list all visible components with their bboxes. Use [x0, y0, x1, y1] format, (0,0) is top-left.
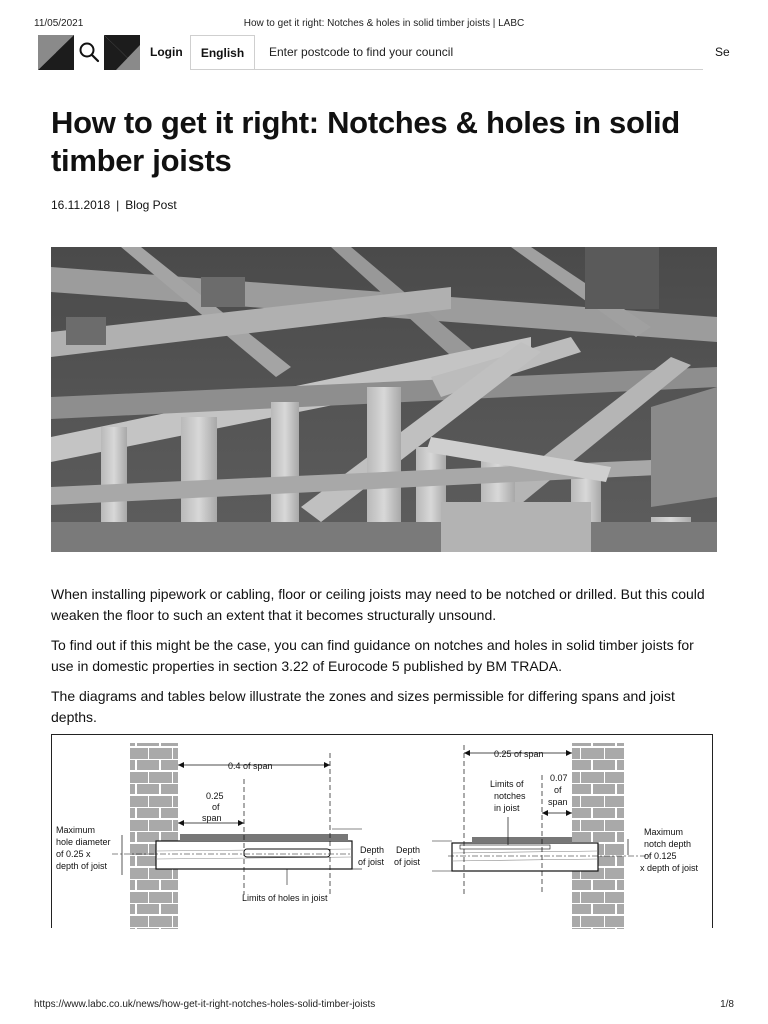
- print-footer: [0, 994, 768, 1024]
- label-depth-1a: Depth: [360, 845, 385, 855]
- label-max-notch-4: x depth of joist: [640, 863, 699, 873]
- timber-frame-illustration: [51, 247, 717, 552]
- article-date: 16.11.2018: [51, 198, 111, 212]
- article-category[interactable]: Blog Post: [125, 198, 177, 212]
- left-floorboard: [180, 834, 348, 841]
- login-link[interactable]: Login: [150, 45, 183, 59]
- label-depth-2a: Depth: [396, 845, 421, 855]
- label-max-hole-3: of 0.25 x: [56, 849, 91, 859]
- label-007-a: 0.07: [550, 773, 568, 783]
- right-wall: [572, 743, 624, 929]
- notch-zone: [460, 845, 550, 849]
- paragraph-1: When installing pipework or cabling, floor or ceiling joists may need to be notched or drilled. But this could weaken the floor to such an extent that it becomes structurally unsound.: [51, 586, 705, 623]
- meta-separator: |: [116, 198, 120, 212]
- print-title: How to get it right: Notches & holes in solid timber joists | LABC: [243, 18, 525, 29]
- language-button[interactable]: [190, 35, 255, 70]
- site-header: [38, 35, 768, 70]
- label-max-notch-3: of 0.125: [644, 851, 677, 861]
- label-025-span-top: 0.25 of span: [494, 749, 544, 759]
- label-025-c: span: [202, 813, 222, 823]
- postcode-input[interactable]: [255, 35, 703, 70]
- print-url: https://www.labc.co.uk/news/how-get-it-right-notches-holes-solid-timber-joists: [34, 999, 376, 1010]
- label-depth-1b: of joist: [358, 857, 385, 867]
- paragraph-3: The diagrams and tables below illustrate the zones and sizes permissible for differing spans and joist depths.: [51, 688, 675, 725]
- label-max-notch-2: notch depth: [644, 839, 692, 849]
- hole-zone: [244, 849, 330, 857]
- search-icon[interactable]: [78, 41, 100, 63]
- page-title: How to get it right: Notches & holes in solid timber joists: [51, 105, 680, 178]
- label-limits-notches-3: in joist: [494, 803, 520, 813]
- label-limits-notches-2: notches: [494, 791, 526, 801]
- label-04-span: 0.4 of span: [228, 761, 273, 771]
- label-limits-holes: Limits of holes in joist: [242, 893, 328, 903]
- label-025-b: of: [212, 802, 220, 812]
- article-meta: [51, 198, 177, 212]
- hero-image-timber-frame: [51, 247, 717, 552]
- label-max-notch-1: Maximum: [644, 827, 684, 837]
- print-page-number: 1/8: [720, 999, 734, 1010]
- left-wall: [130, 743, 178, 929]
- print-header: [0, 0, 768, 40]
- label-depth-2b: of joist: [394, 857, 421, 867]
- label-007-b: of: [554, 785, 562, 795]
- joist-diagram: [52, 735, 714, 929]
- label-025-a: 0.25: [206, 791, 224, 801]
- label-007-c: span: [548, 797, 568, 807]
- article-body: [51, 584, 715, 737]
- notches-holes-diagram: [51, 734, 713, 928]
- label-max-hole-1: Maximum: [56, 825, 96, 835]
- paragraph-2: To find out if this might be the case, you can find guidance on notches and holes in solid timber joists for use in domestic properties in section 3.22 of Eurocode 5 published by BM TRADA.: [51, 637, 694, 674]
- print-date: 11/05/2021: [34, 18, 84, 29]
- language-label: English: [200, 45, 245, 60]
- label-max-hole-4: depth of joist: [56, 861, 108, 871]
- right-floorboard: [472, 837, 572, 843]
- search-link-truncated[interactable]: Se: [715, 45, 730, 59]
- label-max-hole-2: hole diameter: [56, 837, 111, 847]
- labc-logo-right[interactable]: [104, 35, 140, 70]
- labc-logo-left[interactable]: [38, 35, 74, 70]
- label-limits-notches-1: Limits of: [490, 779, 524, 789]
